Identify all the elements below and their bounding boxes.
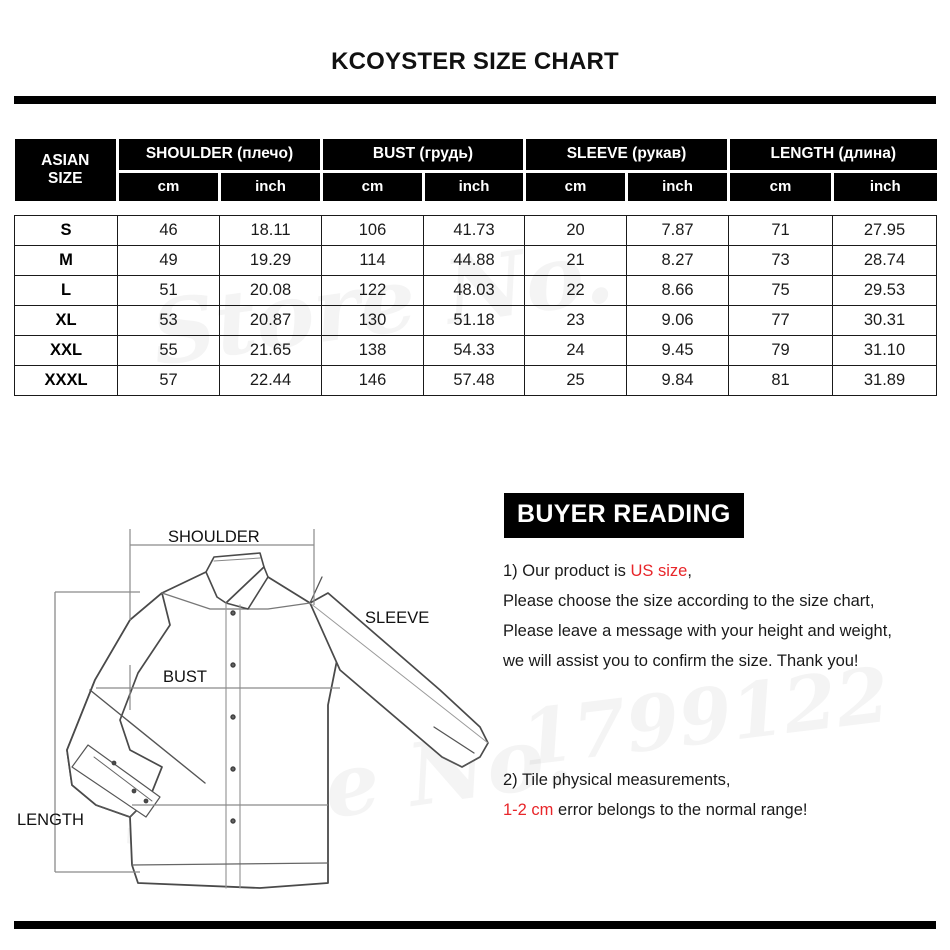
header-unit-length-inch: inch bbox=[833, 171, 937, 201]
cell-length-cm: 79 bbox=[729, 335, 833, 365]
cell-sleeve-inch: 8.27 bbox=[627, 245, 729, 275]
buyer-reading-accent-error-range: 1-2 cm bbox=[503, 801, 554, 819]
cell-shoulder-inch: 20.08 bbox=[220, 275, 322, 305]
buyer-reading-accent-us-size: US size bbox=[630, 562, 688, 580]
cell-sleeve-inch: 9.84 bbox=[627, 365, 729, 395]
cell-shoulder-cm: 57 bbox=[118, 365, 220, 395]
header-unit-sleeve-inch: inch bbox=[627, 171, 729, 201]
size-chart-table bbox=[14, 139, 937, 396]
cell-sleeve-cm: 25 bbox=[525, 365, 627, 395]
diagram-label-shoulder: SHOULDER bbox=[168, 528, 260, 546]
cell-length-inch: 27.95 bbox=[833, 215, 937, 245]
cell-sleeve-cm: 23 bbox=[525, 305, 627, 335]
cell-size: XXXL bbox=[15, 365, 118, 395]
table-spacer-cell bbox=[15, 201, 937, 215]
cell-length-cm: 81 bbox=[729, 365, 833, 395]
cell-sleeve-cm: 22 bbox=[525, 275, 627, 305]
cell-sleeve-inch: 9.06 bbox=[627, 305, 729, 335]
cell-shoulder-cm: 49 bbox=[118, 245, 220, 275]
cell-shoulder-inch: 22.44 bbox=[220, 365, 322, 395]
cell-bust-inch: 51.18 bbox=[424, 305, 525, 335]
cell-bust-inch: 57.48 bbox=[424, 365, 525, 395]
header-asian-size bbox=[15, 139, 118, 201]
buyer-reading-line-4: we will assist you to confirm the size. Thank you! bbox=[503, 652, 859, 670]
cell-bust-cm: 146 bbox=[322, 365, 424, 395]
cell-bust-cm: 114 bbox=[322, 245, 424, 275]
table-row bbox=[15, 335, 937, 365]
diagram-label-sleeve: SLEEVE bbox=[365, 609, 430, 627]
size-chart-table-container bbox=[14, 139, 936, 396]
table-row bbox=[15, 365, 937, 395]
cell-bust-cm: 130 bbox=[322, 305, 424, 335]
buyer-reading-item-1 bbox=[503, 556, 933, 676]
cell-length-cm: 73 bbox=[729, 245, 833, 275]
table-row bbox=[15, 245, 937, 275]
page-title: KCOYSTER SIZE CHART bbox=[331, 48, 619, 75]
cell-sleeve-cm: 21 bbox=[525, 245, 627, 275]
header-unit-length-cm: cm bbox=[729, 171, 833, 201]
buyer-reading-line-1 bbox=[503, 556, 933, 586]
cell-bust-inch: 54.33 bbox=[424, 335, 525, 365]
header-unit-sleeve-cm: cm bbox=[525, 171, 627, 201]
header-unit-bust-inch: inch bbox=[424, 171, 525, 201]
cell-length-inch: 30.31 bbox=[833, 305, 937, 335]
shirt-illustration-svg bbox=[10, 505, 510, 895]
header-unit-shoulder-cm: cm bbox=[118, 171, 220, 201]
cell-size: M bbox=[15, 245, 118, 275]
table-row bbox=[15, 215, 937, 245]
cell-size: L bbox=[15, 275, 118, 305]
cell-bust-cm: 122 bbox=[322, 275, 424, 305]
shirt-measurement-diagram bbox=[10, 505, 510, 895]
cell-shoulder-inch: 18.11 bbox=[220, 215, 322, 245]
cell-length-cm: 75 bbox=[729, 275, 833, 305]
buyer-reading-line-6-suffix: error belongs to the normal range! bbox=[553, 801, 808, 819]
table-header bbox=[15, 139, 937, 201]
header-unit-row bbox=[15, 171, 937, 201]
cell-shoulder-cm: 46 bbox=[118, 215, 220, 245]
cell-length-inch: 31.89 bbox=[833, 365, 937, 395]
buyer-reading-line-6 bbox=[503, 795, 933, 825]
cell-length-cm: 71 bbox=[729, 215, 833, 245]
header-asian-size-line2: SIZE bbox=[48, 170, 83, 187]
cell-sleeve-inch: 9.45 bbox=[627, 335, 729, 365]
cell-length-inch: 29.53 bbox=[833, 275, 937, 305]
buyer-reading-line-5: 2) Tile physical measurements, bbox=[503, 771, 731, 789]
buyer-reading-line-1-prefix: 1) Our product is bbox=[503, 562, 631, 580]
cell-shoulder-inch: 19.29 bbox=[220, 245, 322, 275]
table-spacer-row bbox=[15, 201, 937, 215]
cell-bust-inch: 41.73 bbox=[424, 215, 525, 245]
cell-size: XL bbox=[15, 305, 118, 335]
cell-shoulder-cm: 55 bbox=[118, 335, 220, 365]
table-body bbox=[15, 201, 937, 395]
diagram-label-bust: BUST bbox=[163, 668, 208, 686]
table-row bbox=[15, 305, 937, 335]
cell-bust-cm: 106 bbox=[322, 215, 424, 245]
buyer-reading-line-1-suffix: , bbox=[687, 562, 692, 580]
header-asian-size-line1: ASIAN bbox=[41, 152, 90, 170]
cell-bust-cm: 138 bbox=[322, 335, 424, 365]
header-group-shoulder: SHOULDER (плечо) bbox=[118, 139, 322, 171]
bottom-divider-bar bbox=[14, 921, 936, 929]
header-unit-shoulder-inch: inch bbox=[220, 171, 322, 201]
cell-shoulder-inch: 20.87 bbox=[220, 305, 322, 335]
table-row bbox=[15, 275, 937, 305]
cell-bust-inch: 48.03 bbox=[424, 275, 525, 305]
header-group-length: LENGTH (длина) bbox=[729, 139, 937, 171]
cell-length-cm: 77 bbox=[729, 305, 833, 335]
header-group-row bbox=[15, 139, 937, 171]
cell-shoulder-inch: 21.65 bbox=[220, 335, 322, 365]
buyer-reading-line-2: Please choose the size according to the size chart, bbox=[503, 592, 875, 610]
cell-size: XXL bbox=[15, 335, 118, 365]
header-group-bust: BUST (грудь) bbox=[322, 139, 525, 171]
cell-sleeve-inch: 7.87 bbox=[627, 215, 729, 245]
cell-sleeve-inch: 8.66 bbox=[627, 275, 729, 305]
buyer-reading-badge: BUYER READING bbox=[504, 493, 744, 538]
buyer-reading-line-3: Please leave a message with your height and weight, bbox=[503, 622, 892, 640]
cell-shoulder-cm: 53 bbox=[118, 305, 220, 335]
cell-bust-inch: 44.88 bbox=[424, 245, 525, 275]
cell-length-inch: 31.10 bbox=[833, 335, 937, 365]
cell-sleeve-cm: 20 bbox=[525, 215, 627, 245]
top-divider-bar bbox=[14, 96, 936, 104]
diagram-label-length: LENGTH bbox=[17, 811, 84, 829]
cell-length-inch: 28.74 bbox=[833, 245, 937, 275]
cell-size: S bbox=[15, 215, 118, 245]
cell-shoulder-cm: 51 bbox=[118, 275, 220, 305]
header-group-sleeve: SLEEVE (рукав) bbox=[525, 139, 729, 171]
buyer-reading-item-2 bbox=[503, 765, 933, 825]
header-unit-bust-cm: cm bbox=[322, 171, 424, 201]
cell-sleeve-cm: 24 bbox=[525, 335, 627, 365]
